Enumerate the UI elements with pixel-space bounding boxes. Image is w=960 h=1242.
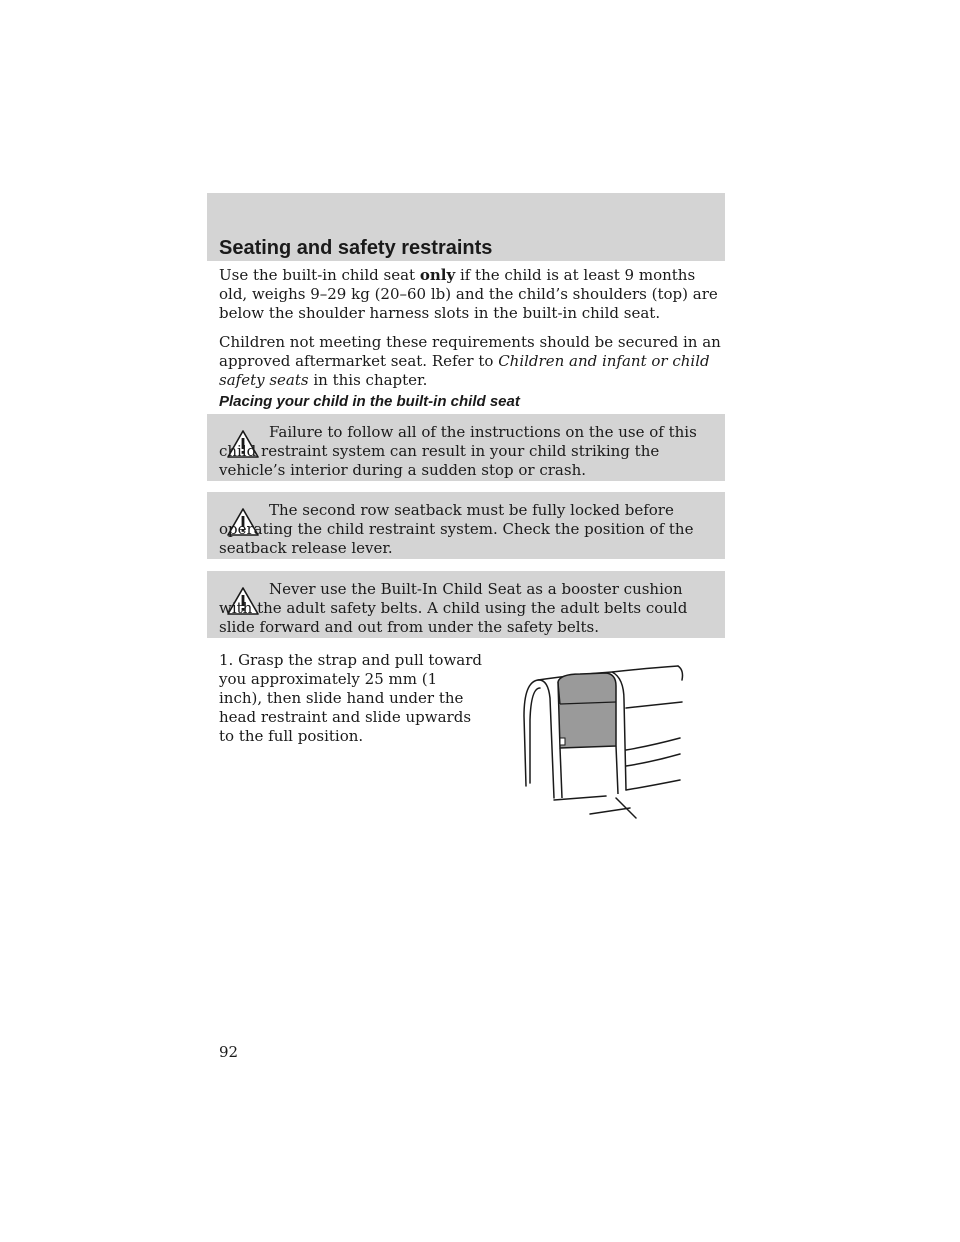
warning-box <box>207 571 725 638</box>
p1-text-before: Use the built-in child seat <box>219 266 420 284</box>
p1-text-after: if the child is at least 9 months old, weighs 9–29 kg (20–60 lb) and the child’s shoulders (top) are below the shoulder harness slots in the built-in child seat. <box>219 266 718 322</box>
p2-text-after: in this chapter. <box>308 371 428 389</box>
warning-text: Never use the Built-In Child Seat as a booster cushion with the adult safety belts. A child using the adult belts could slide forward and out from under the safety belts. <box>219 580 688 636</box>
warning-text: The second row seatback must be fully locked before operating the child restraint system. Check the position of the seatback release lever. <box>219 501 694 557</box>
built-in-child-seat-illustration <box>520 658 690 828</box>
sub-heading: Placing your child in the built-in child seat <box>219 393 520 410</box>
p1-emphasis: only <box>419 266 456 284</box>
p2-text-before: Children not meeting these requirements should be secured in an approved aftermarket seat. Refer to <box>219 333 721 370</box>
warning-text: Failure to follow all of the instructions on the use of this child restraint system can result in your child striking the vehicle’s interior during a sudden stop or crash. <box>219 423 697 479</box>
paragraph-aftermarket-seat <box>219 333 724 390</box>
head-restraint-shape <box>558 673 616 748</box>
p2-reference: Children and infant or child safety seats <box>219 352 710 389</box>
warning-box <box>207 414 725 481</box>
page-number: 92 <box>219 1043 239 1061</box>
warning-box <box>207 492 725 559</box>
section-title: Seating and safety restraints <box>219 237 493 259</box>
step-1-text: 1. Grasp the strap and pull toward you approximately 25 mm (1 inch), then slide hand under the head restraint and slide upwards to the full position. <box>219 651 482 745</box>
paragraph-usage-requirements <box>219 266 724 323</box>
